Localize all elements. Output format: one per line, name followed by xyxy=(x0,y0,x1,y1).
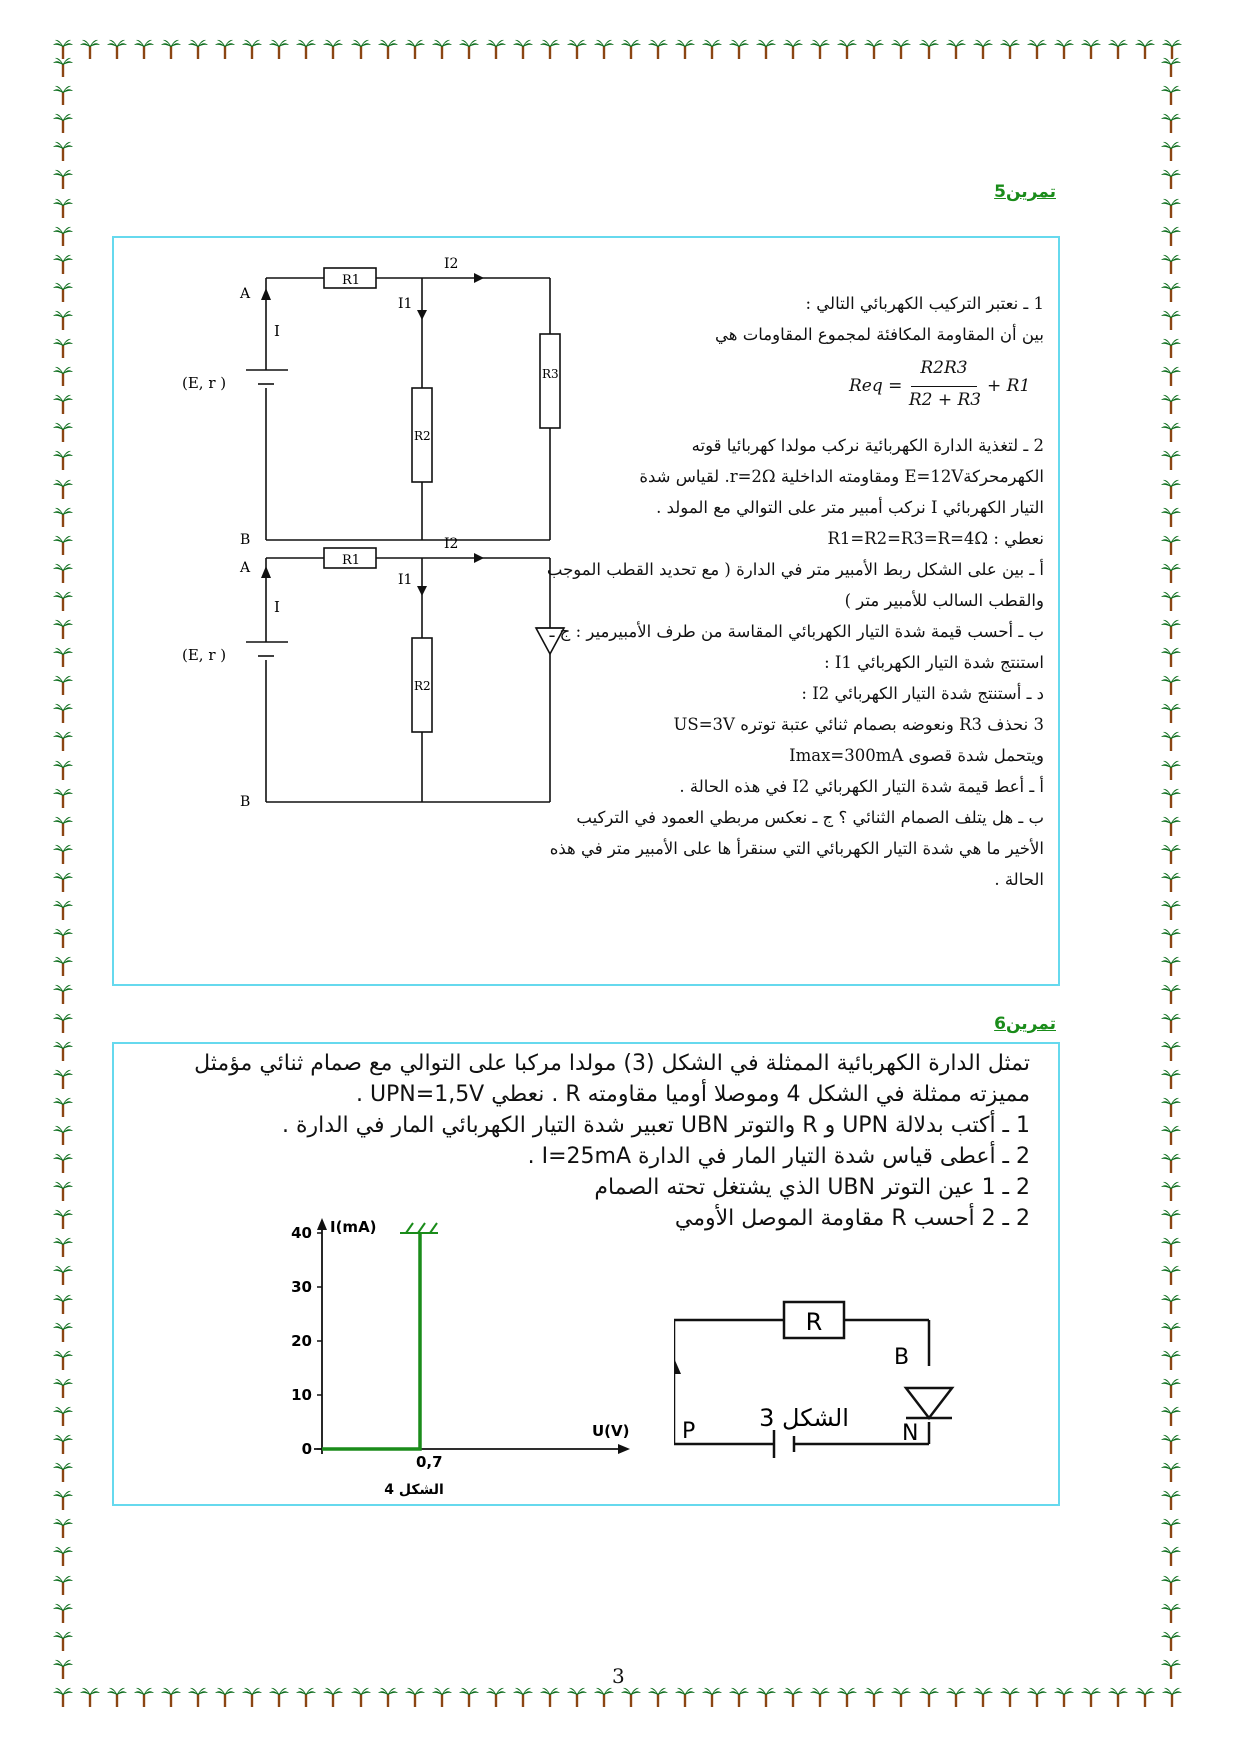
formula-denominator: R2 + R3 xyxy=(908,390,982,410)
palm-tree-icon xyxy=(187,1686,209,1708)
palm-tree-icon xyxy=(1160,478,1182,500)
palm-tree-icon xyxy=(539,38,561,60)
palm-tree-icon xyxy=(52,393,74,415)
label-source-fig2: (E, r ) xyxy=(182,646,227,664)
palm-tree-icon xyxy=(52,140,74,162)
palm-tree-icon xyxy=(1160,1405,1182,1427)
exercise5-text xyxy=(546,288,1044,895)
palm-tree-icon xyxy=(52,759,74,781)
text-line: ب ـ أحسب قيمة شدة التيار الكهربائي المقاسة من طرف الأمبيرمير : ج ـ xyxy=(549,622,1044,641)
palm-tree-icon xyxy=(52,1152,74,1174)
palm-tree-icon xyxy=(1026,1686,1048,1708)
palm-tree-icon xyxy=(52,730,74,752)
palm-tree-icon xyxy=(1160,646,1182,668)
palm-tree-icon xyxy=(512,1686,534,1708)
palm-tree-icon xyxy=(647,1686,669,1708)
palm-tree-icon xyxy=(52,843,74,865)
figure3-label-p: P xyxy=(682,1419,696,1444)
palm-border-right xyxy=(1160,56,1190,1696)
palm-tree-icon xyxy=(52,1517,74,1539)
text-line: ويتحمل شدة قصوى Imax=300mA xyxy=(789,746,1044,765)
palm-tree-icon xyxy=(52,955,74,977)
palm-tree-icon xyxy=(1160,1321,1182,1343)
formula-numerator: R2R3 xyxy=(920,358,968,378)
label-r2: R2 xyxy=(414,429,431,443)
palm-tree-icon xyxy=(268,1686,290,1708)
palm-tree-icon xyxy=(1160,787,1182,809)
palm-tree-icon xyxy=(945,1686,967,1708)
saturation-hatch xyxy=(400,1223,438,1233)
palm-tree-icon xyxy=(1134,38,1156,60)
palm-tree-icon xyxy=(1160,309,1182,331)
palm-tree-icon xyxy=(377,38,399,60)
palm-tree-icon xyxy=(1160,393,1182,415)
palm-tree-icon xyxy=(1160,421,1182,443)
palm-tree-icon xyxy=(755,1686,777,1708)
palm-tree-icon xyxy=(52,309,74,331)
palm-tree-icon xyxy=(1160,1489,1182,1511)
palm-tree-icon xyxy=(566,1686,588,1708)
y-tick-label: 10 xyxy=(291,1386,312,1404)
palm-tree-icon xyxy=(52,1012,74,1034)
palm-tree-icon xyxy=(52,1068,74,1090)
label-i: I xyxy=(274,322,280,340)
text-line: مميزته ممثلة في الشكل 4 وموصلا أوميا مقاومته R . نعطي UPN=1,5V . xyxy=(355,1082,1030,1107)
palm-tree-icon xyxy=(1160,1630,1182,1652)
palm-tree-icon xyxy=(647,38,669,60)
palm-tree-icon xyxy=(350,1686,372,1708)
palm-tree-icon xyxy=(1160,56,1182,78)
palm-tree-icon xyxy=(1160,1545,1182,1567)
text-line: 2 ـ 1 عين التوتر UBN الذي يشتغل تحته الصمام xyxy=(594,1175,1030,1200)
palm-tree-icon xyxy=(782,1686,804,1708)
figure3-label-b: B xyxy=(894,1345,910,1370)
palm-tree-icon xyxy=(52,787,74,809)
palm-tree-icon xyxy=(52,84,74,106)
palm-tree-icon xyxy=(350,38,372,60)
palm-tree-icon xyxy=(404,38,426,60)
palm-tree-icon xyxy=(1160,730,1182,752)
palm-tree-icon xyxy=(52,1461,74,1483)
palm-tree-icon xyxy=(1160,1517,1182,1539)
palm-tree-icon xyxy=(52,618,74,640)
palm-tree-icon xyxy=(728,1686,750,1708)
figure4-characteristic-chart xyxy=(264,1204,644,1504)
text-line: الأخير ما هي شدة التيار الكهربائي التي سنقرأ ها على الأمبير متر في هذه xyxy=(549,839,1044,858)
exercise6-heading: تمرين6 xyxy=(994,1014,1056,1034)
palm-tree-icon xyxy=(1160,899,1182,921)
palm-tree-icon xyxy=(52,562,74,584)
palm-tree-icon xyxy=(836,1686,858,1708)
palm-tree-icon xyxy=(52,168,74,190)
palm-tree-icon xyxy=(728,38,750,60)
palm-tree-icon xyxy=(1053,38,1075,60)
palm-tree-icon xyxy=(1080,1686,1102,1708)
palm-tree-icon xyxy=(620,1686,642,1708)
text-line: الكهرمحركةE=12V ومقاومته الداخلية r=2Ω. لقياس شدة xyxy=(639,467,1044,486)
palm-tree-icon xyxy=(241,1686,263,1708)
palm-tree-icon xyxy=(1160,955,1182,977)
label-b-fig2: B xyxy=(240,794,251,810)
palm-tree-icon xyxy=(1160,871,1182,893)
label-r3: R3 xyxy=(542,367,559,381)
palm-tree-icon xyxy=(52,1208,74,1230)
palm-tree-icon xyxy=(52,1377,74,1399)
palm-tree-icon xyxy=(593,38,615,60)
palm-tree-icon xyxy=(1160,983,1182,1005)
resistor-r3 xyxy=(540,334,560,428)
chart-title: الشكل 4 xyxy=(384,1482,444,1498)
palm-tree-icon xyxy=(1160,1012,1182,1034)
palm-tree-icon xyxy=(52,702,74,724)
palm-tree-icon xyxy=(52,337,74,359)
palm-tree-icon xyxy=(1160,225,1182,247)
palm-tree-icon xyxy=(1160,927,1182,949)
palm-tree-icon xyxy=(322,38,344,60)
palm-tree-icon xyxy=(295,38,317,60)
palm-tree-icon xyxy=(918,38,940,60)
y-axis-label: I(mA) xyxy=(330,1218,377,1236)
palm-tree-icon xyxy=(52,1405,74,1427)
exercise5-heading: تمرين5 xyxy=(994,182,1056,202)
y-tick-label: 0 xyxy=(301,1440,312,1458)
palm-tree-icon xyxy=(1080,38,1102,60)
palm-tree-icon xyxy=(52,1602,74,1624)
palm-tree-icon xyxy=(701,38,723,60)
text-line: 1 ـ أكتب بدلالة UPN و R والتوتر UBN تعبير شدة التيار الكهربائي المار في الدارة . xyxy=(282,1113,1030,1138)
palm-tree-icon xyxy=(52,871,74,893)
palm-tree-icon xyxy=(1160,365,1182,387)
palm-tree-icon xyxy=(972,38,994,60)
palm-tree-icon xyxy=(52,1124,74,1146)
text-line: أ ـ بين على الشكل ربط الأمبير متر في الدارة ( مع تحديد القطب الموجب xyxy=(546,560,1044,579)
palm-tree-icon xyxy=(52,253,74,275)
palm-tree-icon xyxy=(1053,1686,1075,1708)
palm-tree-icon xyxy=(106,38,128,60)
palm-tree-icon xyxy=(1160,253,1182,275)
palm-tree-icon xyxy=(1160,702,1182,724)
palm-tree-icon xyxy=(1160,1293,1182,1315)
palm-tree-icon xyxy=(214,38,236,60)
palm-tree-icon xyxy=(1107,1686,1129,1708)
palm-tree-icon xyxy=(1160,618,1182,640)
text-line: د ـ أستنتج شدة التيار الكهربائي I2 : xyxy=(801,684,1044,703)
palm-tree-icon xyxy=(1160,1574,1182,1596)
text-line: التيار الكهربائي I نركب أمبير متر على التوالي مع المولد . xyxy=(656,498,1044,517)
palm-border-bottom xyxy=(52,1686,1188,1716)
palm-tree-icon xyxy=(1160,1236,1182,1258)
palm-tree-icon xyxy=(52,421,74,443)
palm-tree-icon xyxy=(52,1433,74,1455)
palm-tree-icon xyxy=(52,197,74,219)
palm-tree-icon xyxy=(241,38,263,60)
palm-tree-icon xyxy=(431,1686,453,1708)
palm-tree-icon xyxy=(52,983,74,1005)
palm-tree-icon xyxy=(1026,38,1048,60)
text-line: 2 ـ لتغذية الدارة الكهربائية نركب مولدا كهربائيا قوته xyxy=(691,436,1044,455)
palm-tree-icon xyxy=(52,1040,74,1062)
y-tick-label: 20 xyxy=(291,1332,312,1350)
palm-tree-icon xyxy=(1160,1377,1182,1399)
y-axis-arrow xyxy=(317,1218,327,1230)
palm-tree-icon xyxy=(1160,1208,1182,1230)
palm-tree-icon xyxy=(1160,337,1182,359)
palm-tree-icon xyxy=(79,1686,101,1708)
palm-tree-icon xyxy=(1160,1461,1182,1483)
characteristic-line xyxy=(322,1233,420,1449)
palm-tree-icon xyxy=(566,38,588,60)
label-r1-fig2: R1 xyxy=(342,553,361,568)
palm-tree-icon xyxy=(809,38,831,60)
palm-tree-icon xyxy=(214,1686,236,1708)
palm-tree-icon xyxy=(1160,1264,1182,1286)
palm-tree-icon xyxy=(890,1686,912,1708)
text-line: تمثل الدارة الكهربائية الممثلة في الشكل (3) مولدا مركبا على التوالي مع صمام ثنائي مؤمثل xyxy=(194,1051,1030,1076)
palm-tree-icon xyxy=(52,56,74,78)
x-tick-label: 0,7 xyxy=(416,1453,443,1471)
x-axis-arrow xyxy=(618,1444,630,1454)
palm-tree-icon xyxy=(458,38,480,60)
palm-tree-icon xyxy=(890,38,912,60)
page-number: 3 xyxy=(612,1664,625,1688)
palm-tree-icon xyxy=(1160,1152,1182,1174)
exercise6-frame xyxy=(112,1042,1060,1506)
palm-tree-icon xyxy=(755,38,777,60)
palm-tree-icon xyxy=(1160,168,1182,190)
palm-tree-icon xyxy=(1160,197,1182,219)
palm-tree-icon xyxy=(1160,1658,1182,1680)
exercise5-circuit-1 xyxy=(114,238,574,558)
palm-tree-icon xyxy=(160,1686,182,1708)
current-arrow xyxy=(674,1358,681,1374)
palm-tree-icon xyxy=(1160,562,1182,584)
palm-tree-icon xyxy=(1160,1433,1182,1455)
palm-tree-icon xyxy=(1160,1040,1182,1062)
palm-tree-icon xyxy=(539,1686,561,1708)
x-axis-label: U(V) xyxy=(592,1422,630,1440)
palm-tree-icon xyxy=(1160,1068,1182,1090)
palm-tree-icon xyxy=(52,1264,74,1286)
palm-tree-icon xyxy=(52,1180,74,1202)
palm-tree-icon xyxy=(836,38,858,60)
palm-tree-icon xyxy=(782,38,804,60)
palm-tree-icon xyxy=(1160,112,1182,134)
palm-tree-icon xyxy=(593,1686,615,1708)
palm-tree-icon xyxy=(133,1686,155,1708)
palm-tree-icon xyxy=(1160,843,1182,865)
figure3-label-n: N xyxy=(902,1421,919,1446)
palm-tree-icon xyxy=(52,899,74,921)
hatch-mark xyxy=(430,1223,437,1233)
palm-tree-icon xyxy=(1107,38,1129,60)
palm-tree-icon xyxy=(1160,1096,1182,1118)
palm-tree-icon xyxy=(52,1489,74,1511)
label-i2: I2 xyxy=(444,256,459,272)
text-line: 2 ـ أعطى قياس شدة التيار المار في الدارة I=25mA . xyxy=(527,1144,1030,1169)
palm-tree-icon xyxy=(999,38,1021,60)
text-line: 2 ـ 2 أحسب R مقاومة الموصل الأومي xyxy=(674,1206,1030,1231)
palm-tree-icon xyxy=(52,1349,74,1371)
palm-tree-icon xyxy=(52,1321,74,1343)
palm-tree-icon xyxy=(1160,1349,1182,1371)
text-line: والقطب السالب للأمبير متر ) xyxy=(844,591,1044,610)
palm-tree-icon xyxy=(106,1686,128,1708)
text-line: ب ـ هل يتلف الصمام الثنائي ؟ ج ـ نعكس مربطي العمود في التركيب xyxy=(576,808,1044,827)
palm-tree-icon xyxy=(809,1686,831,1708)
palm-tree-icon xyxy=(1160,140,1182,162)
text-line: استنتج شدة التيار الكهربائي I1 : xyxy=(824,653,1044,672)
text-line: أ ـ أعط قيمة شدة التيار الكهربائي I2 في هذه الحالة . xyxy=(679,777,1044,796)
palm-tree-icon xyxy=(1160,449,1182,471)
palm-tree-icon xyxy=(377,1686,399,1708)
palm-tree-icon xyxy=(404,1686,426,1708)
palm-tree-icon xyxy=(1160,815,1182,837)
exercise5-frame xyxy=(112,236,1060,986)
hatch-mark xyxy=(418,1223,425,1233)
exercise5-circuit-2 xyxy=(114,528,574,848)
palm-tree-icon xyxy=(701,1686,723,1708)
palm-tree-icon xyxy=(1134,1686,1156,1708)
palm-tree-icon xyxy=(485,38,507,60)
label-b: B xyxy=(240,532,251,548)
palm-tree-icon xyxy=(52,1236,74,1258)
palm-tree-icon xyxy=(431,38,453,60)
y-tick-label: 40 xyxy=(291,1224,312,1242)
palm-tree-icon xyxy=(52,927,74,949)
label-a-fig2: A xyxy=(240,560,251,576)
palm-tree-icon xyxy=(52,478,74,500)
palm-tree-icon xyxy=(485,1686,507,1708)
palm-tree-icon xyxy=(999,1686,1021,1708)
label-i1: I1 xyxy=(398,296,413,312)
label-i1-fig2: I1 xyxy=(398,572,413,588)
palm-tree-icon xyxy=(52,646,74,668)
text-line: 3 نحذف R3 ونعوضه بصمام ثنائي عتبة توتره US=3V xyxy=(673,715,1044,734)
palm-tree-icon xyxy=(52,112,74,134)
palm-tree-icon xyxy=(1160,590,1182,612)
palm-tree-icon xyxy=(945,38,967,60)
label-r1: R1 xyxy=(342,273,361,288)
palm-border-top xyxy=(52,38,1188,68)
palm-tree-icon xyxy=(52,1545,74,1567)
palm-tree-icon xyxy=(674,1686,696,1708)
palm-tree-icon xyxy=(268,38,290,60)
palm-tree-icon xyxy=(52,225,74,247)
palm-tree-icon xyxy=(133,38,155,60)
palm-border-left xyxy=(52,56,82,1696)
palm-tree-icon xyxy=(1160,506,1182,528)
text-line: 1 ـ نعتبر التركيب الكهربائي التالي : xyxy=(805,294,1044,313)
text-line: الحالة . xyxy=(994,870,1044,889)
palm-tree-icon xyxy=(52,1630,74,1652)
palm-tree-icon xyxy=(1160,534,1182,556)
palm-tree-icon xyxy=(1160,674,1182,696)
palm-tree-icon xyxy=(1160,1124,1182,1146)
palm-tree-icon xyxy=(52,1658,74,1680)
text-line: نعطي : R1=R2=R3=R=4Ω xyxy=(827,529,1044,548)
palm-tree-icon xyxy=(674,38,696,60)
palm-tree-icon xyxy=(187,38,209,60)
palm-tree-icon xyxy=(512,38,534,60)
diode-symbol xyxy=(906,1388,952,1418)
palm-tree-icon xyxy=(322,1686,344,1708)
palm-tree-icon xyxy=(52,534,74,556)
palm-tree-icon xyxy=(458,1686,480,1708)
formula-tail: + R1 xyxy=(987,376,1031,396)
palm-tree-icon xyxy=(52,674,74,696)
palm-tree-icon xyxy=(863,38,885,60)
palm-tree-icon xyxy=(863,1686,885,1708)
palm-tree-icon xyxy=(1160,759,1182,781)
label-i-fig2: I xyxy=(274,598,280,616)
label-a: A xyxy=(240,286,251,302)
palm-tree-icon xyxy=(52,449,74,471)
palm-tree-icon xyxy=(1160,1602,1182,1624)
palm-tree-icon xyxy=(972,1686,994,1708)
hatch-mark xyxy=(406,1223,413,1233)
palm-tree-icon xyxy=(52,281,74,303)
palm-tree-icon xyxy=(620,38,642,60)
palm-tree-icon xyxy=(1160,281,1182,303)
palm-tree-icon xyxy=(160,38,182,60)
y-tick-label: 30 xyxy=(291,1278,312,1296)
palm-tree-icon xyxy=(52,1096,74,1118)
label-source: (E, r ) xyxy=(182,374,227,392)
palm-tree-icon xyxy=(918,1686,940,1708)
palm-tree-icon xyxy=(52,506,74,528)
palm-tree-icon xyxy=(52,815,74,837)
palm-tree-icon xyxy=(52,1574,74,1596)
palm-tree-icon xyxy=(52,590,74,612)
formula-lhs: Req = xyxy=(849,376,903,396)
figure3-circuit xyxy=(674,1294,974,1484)
palm-tree-icon xyxy=(52,1293,74,1315)
figure3-label-r: R xyxy=(805,1308,823,1336)
text-line: بين أن المقاومة المكافئة لمجموع المقاومات هي xyxy=(715,325,1044,344)
palm-tree-icon xyxy=(1160,84,1182,106)
figure3-caption: الشكل 3 xyxy=(759,1404,849,1432)
palm-tree-icon xyxy=(1160,1180,1182,1202)
label-i2-fig2: I2 xyxy=(444,536,459,552)
palm-tree-icon xyxy=(52,365,74,387)
palm-tree-icon xyxy=(295,1686,317,1708)
label-r2-fig2: R2 xyxy=(414,679,431,693)
palm-tree-icon xyxy=(79,38,101,60)
